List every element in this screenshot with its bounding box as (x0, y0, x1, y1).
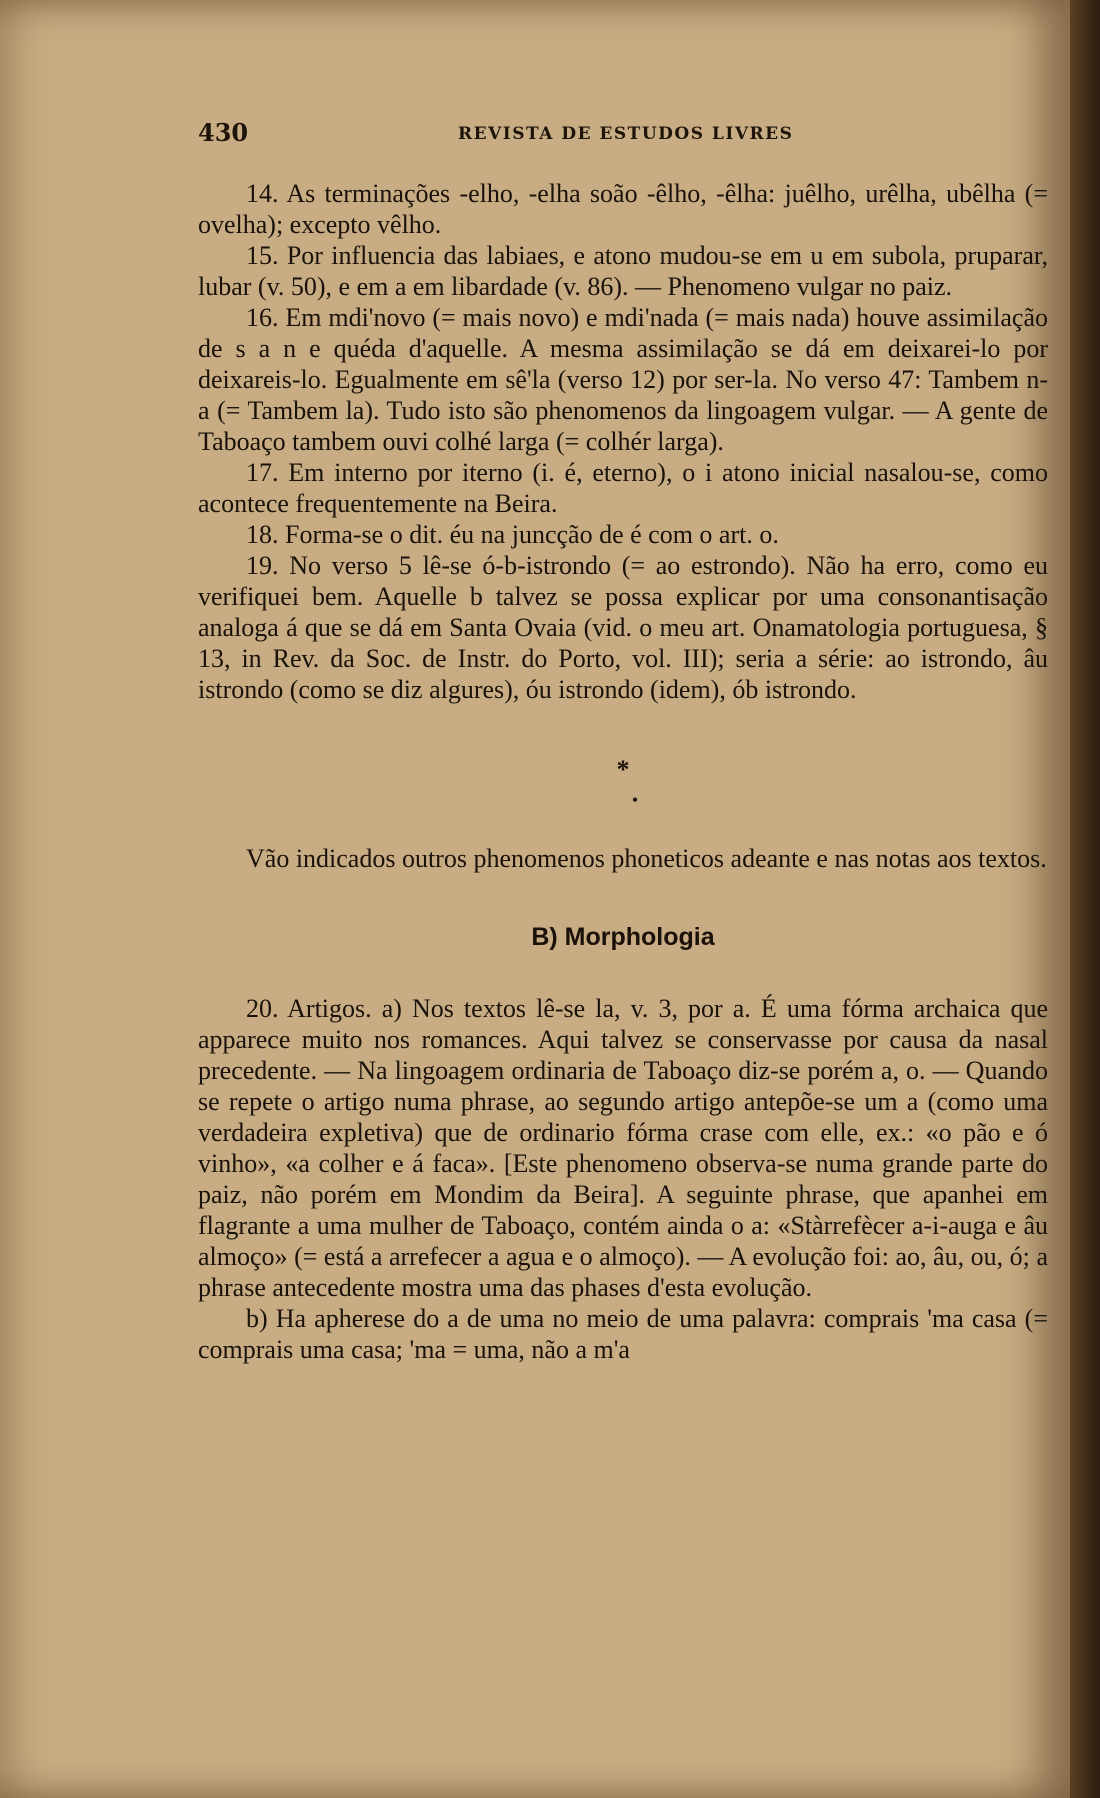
body-text (198, 178, 1048, 1365)
paragraph-16: 16. Em mdi'novo (= mais novo) e mdi'nada (= mais nada) houve assimilação de s a n e quéda d'aquelle. A mesma assimilação se dá em deixarei-lo por deixareis-lo. Egualmente em sê'la (verso 12) por ser-la. No verso 47: Tambem n-a (= Tambem la). Tudo isto são phenomenos da lingoagem vulgar. — A gente de Taboaço tambem ouvi colhé larga (= colhér larga). (198, 303, 1048, 456)
page-number: 430 (198, 118, 249, 147)
book-spine (1070, 0, 1100, 1798)
separator-star: * (616, 755, 630, 784)
section-separator (198, 755, 1048, 815)
paragraph-20: 20. Artigos. a) Nos textos lê-se la, v. 3, por a. É uma fórma archaica que apparece muito nos romances. Aqui talvez se conservasse por causa da nasal precedente. — Na lingoagem ordinaria de Taboaço diz-se porém a, o. — Quando se repete o artigo numa phrase, ao segundo artigo antepõe-se um a (como uma verdadeira expletiva) que de ordinario fórma crase com elle, ex.: «o pão e ó vinho», «a colher e á faca». [Este phenomeno observa-se numa grande parte do paiz, não porém em Mondim da Beira]. A seguinte phrase, que apanhei em flagrante a uma mulher de Taboaço, contém ainda o a: «Stàrrefècer a-i-auga e âu almoço» (= está a arrefecer a agua e o almoço). — A evolução foi: ao, âu, ou, ó; a phrase antecedente mostra uma das phases d'esta evolução. (198, 994, 1048, 1302)
running-title: REVISTA DE ESTUDOS LIVRES (458, 124, 794, 144)
paragraph-14: 14. As terminações -elho, -elha soão -êlho, -êlha: juêlho, urêlha, ubêlha (= ovelha); excepto vêlho. (198, 179, 1048, 239)
separator-dot: • (631, 790, 639, 810)
paragraph-19: 19. No verso 5 lê-se ó-b-istrondo (= ao estrondo). Não ha erro, como eu verifiquei bem. Aquelle b talvez se possa explicar por uma consonantisação analoga á que se dá em Santa Ovaia (vid. o meu art. Onamatologia portuguesa, § 13, in Rev. da Soc. de Instr. do Porto, vol. III); seria a série: ao istrondo, âu istrondo (como se diz algures), óu istrondo (idem), ób istrondo. (198, 551, 1048, 704)
page-header (198, 118, 1030, 148)
paragraph-17: 17. Em interno por iterno (i. é, eterno), o i atono inicial nasalou-se, como acontece frequentemente na Beira. (198, 458, 1048, 518)
section-title: B) Morphologia (531, 923, 715, 951)
paragraph-phonetics-note: Vão indicados outros phenomenos phoneticos adeante e nas notas aos textos. (246, 844, 1047, 873)
paragraph-20b: b) Ha apherese do a de uma no meio de uma palavra: comprais 'ma casa (= comprais uma casa; 'ma = uma, não a m'a (198, 1304, 1048, 1364)
paragraph-15: 15. Por influencia das labiaes, e atono mudou-se em u em subola, pruparar, lubar (v. 50), e em a em libardade (v. 86). — Phenomeno vulgar no paiz. (198, 241, 1048, 301)
paragraph-18: 18. Forma-se o dit. éu na juncção de é com o art. o. (246, 520, 779, 549)
